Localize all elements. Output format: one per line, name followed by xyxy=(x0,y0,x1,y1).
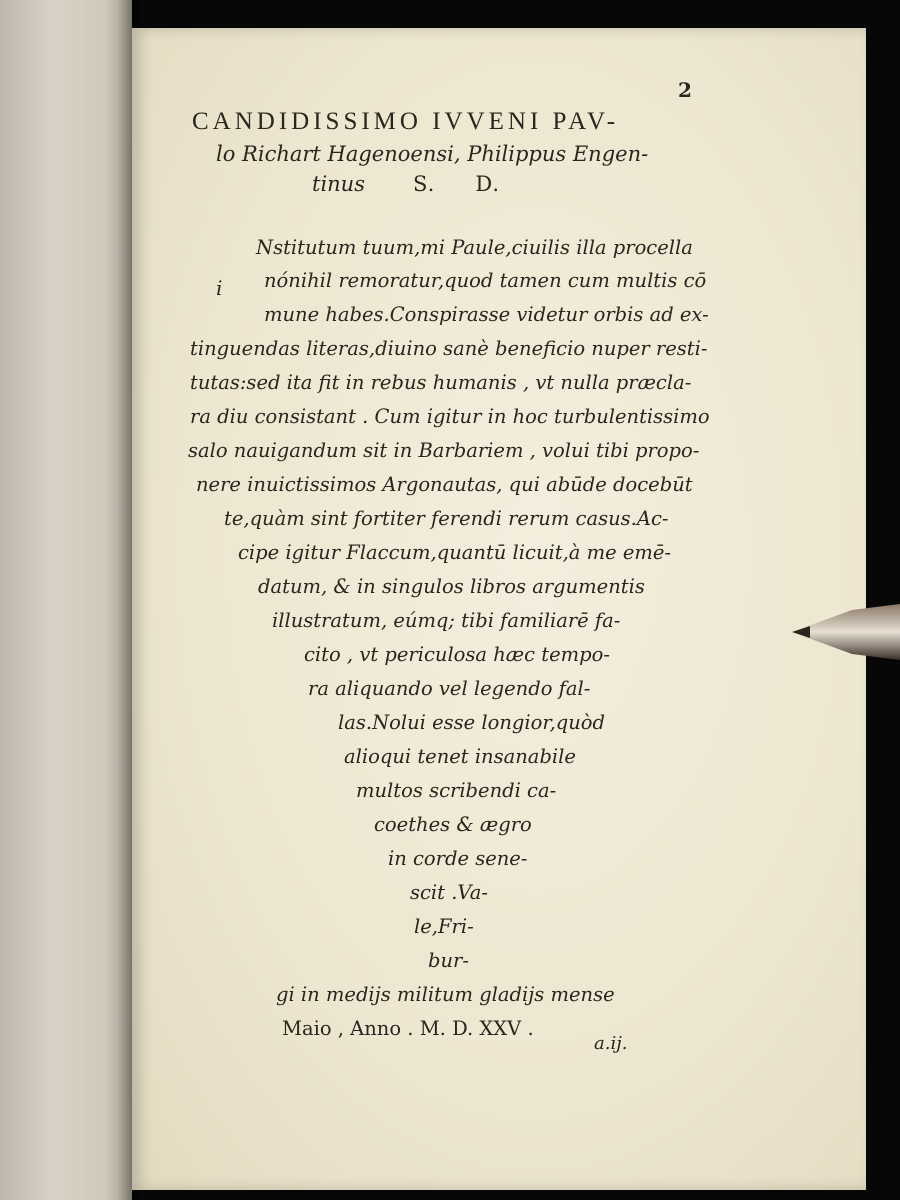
heading-line-1: CANDIDISSIMO IVVENI PAV- xyxy=(192,108,620,135)
text-line: gi in medijs militum gladijs mense xyxy=(276,983,615,1006)
text-line: illustratum, eúmq; tibi familiarē fa- xyxy=(272,609,621,632)
text-line: nere inuictissimos Argonautas, qui abūde docebūt xyxy=(196,473,693,496)
text-line: tinguendas literas,diuino sanè beneficio nuper resti- xyxy=(190,337,708,360)
text-line: te,quàm sint fortiter ferendi rerum casus.Ac- xyxy=(224,507,669,530)
text-line: alioqui tenet insanabile xyxy=(344,745,576,768)
pencil-tip-icon xyxy=(792,596,900,666)
facing-page xyxy=(0,0,132,1200)
text-line: Nstitutum tuum,mi Paule,ciuilis illa procella xyxy=(256,236,693,259)
text-line: in corde sene- xyxy=(388,847,528,870)
drop-initial: i xyxy=(216,276,223,300)
text-line: datum, & in singulos libros argumentis xyxy=(258,575,645,598)
text-line: ra diu consistant . Cum igitur in hoc turbulentissimo xyxy=(190,405,710,428)
text-line: ra aliquando vel legendo fal- xyxy=(308,677,591,700)
heading-line-2: lo Richart Hagenoensi, Philippus Engen- xyxy=(216,142,649,166)
text-line: nónihil remoratur,quod tamen cum multis cō xyxy=(264,269,707,292)
text-line: multos scribendi ca- xyxy=(356,779,557,802)
salutation-d: D. xyxy=(475,172,501,196)
text-line: tutas:sed ita fit in rebus humanis , vt nulla præcla- xyxy=(190,371,692,394)
text-line: cipe igitur Flaccum,quantū licuit,à me emē- xyxy=(238,541,671,564)
text-line: scit .Va- xyxy=(410,881,488,904)
text-line: Maio , Anno . M. D. XXV . xyxy=(282,1017,534,1040)
text-line: le,Fri- xyxy=(414,915,474,938)
text-line: cito , vt periculosa hæc tempo- xyxy=(304,643,610,666)
page-number: 2 xyxy=(678,78,692,102)
salutation-s: S. xyxy=(412,172,436,196)
heading-word: tinus xyxy=(312,172,365,196)
signature-mark: a.ij. xyxy=(594,1033,628,1054)
text-line: bur- xyxy=(428,949,469,972)
book-page xyxy=(132,28,866,1190)
text-line: coethes & ægro xyxy=(374,813,532,836)
text-line: mune habes.Conspirasse videtur orbis ad ex- xyxy=(264,303,709,326)
dedication-heading xyxy=(192,108,752,196)
heading-line-3 xyxy=(192,172,752,196)
text-line: las.Nolui esse longior,quòd xyxy=(338,711,606,734)
text-line: salo nauigandum sit in Barbariem , volui tibi propo- xyxy=(188,439,700,462)
